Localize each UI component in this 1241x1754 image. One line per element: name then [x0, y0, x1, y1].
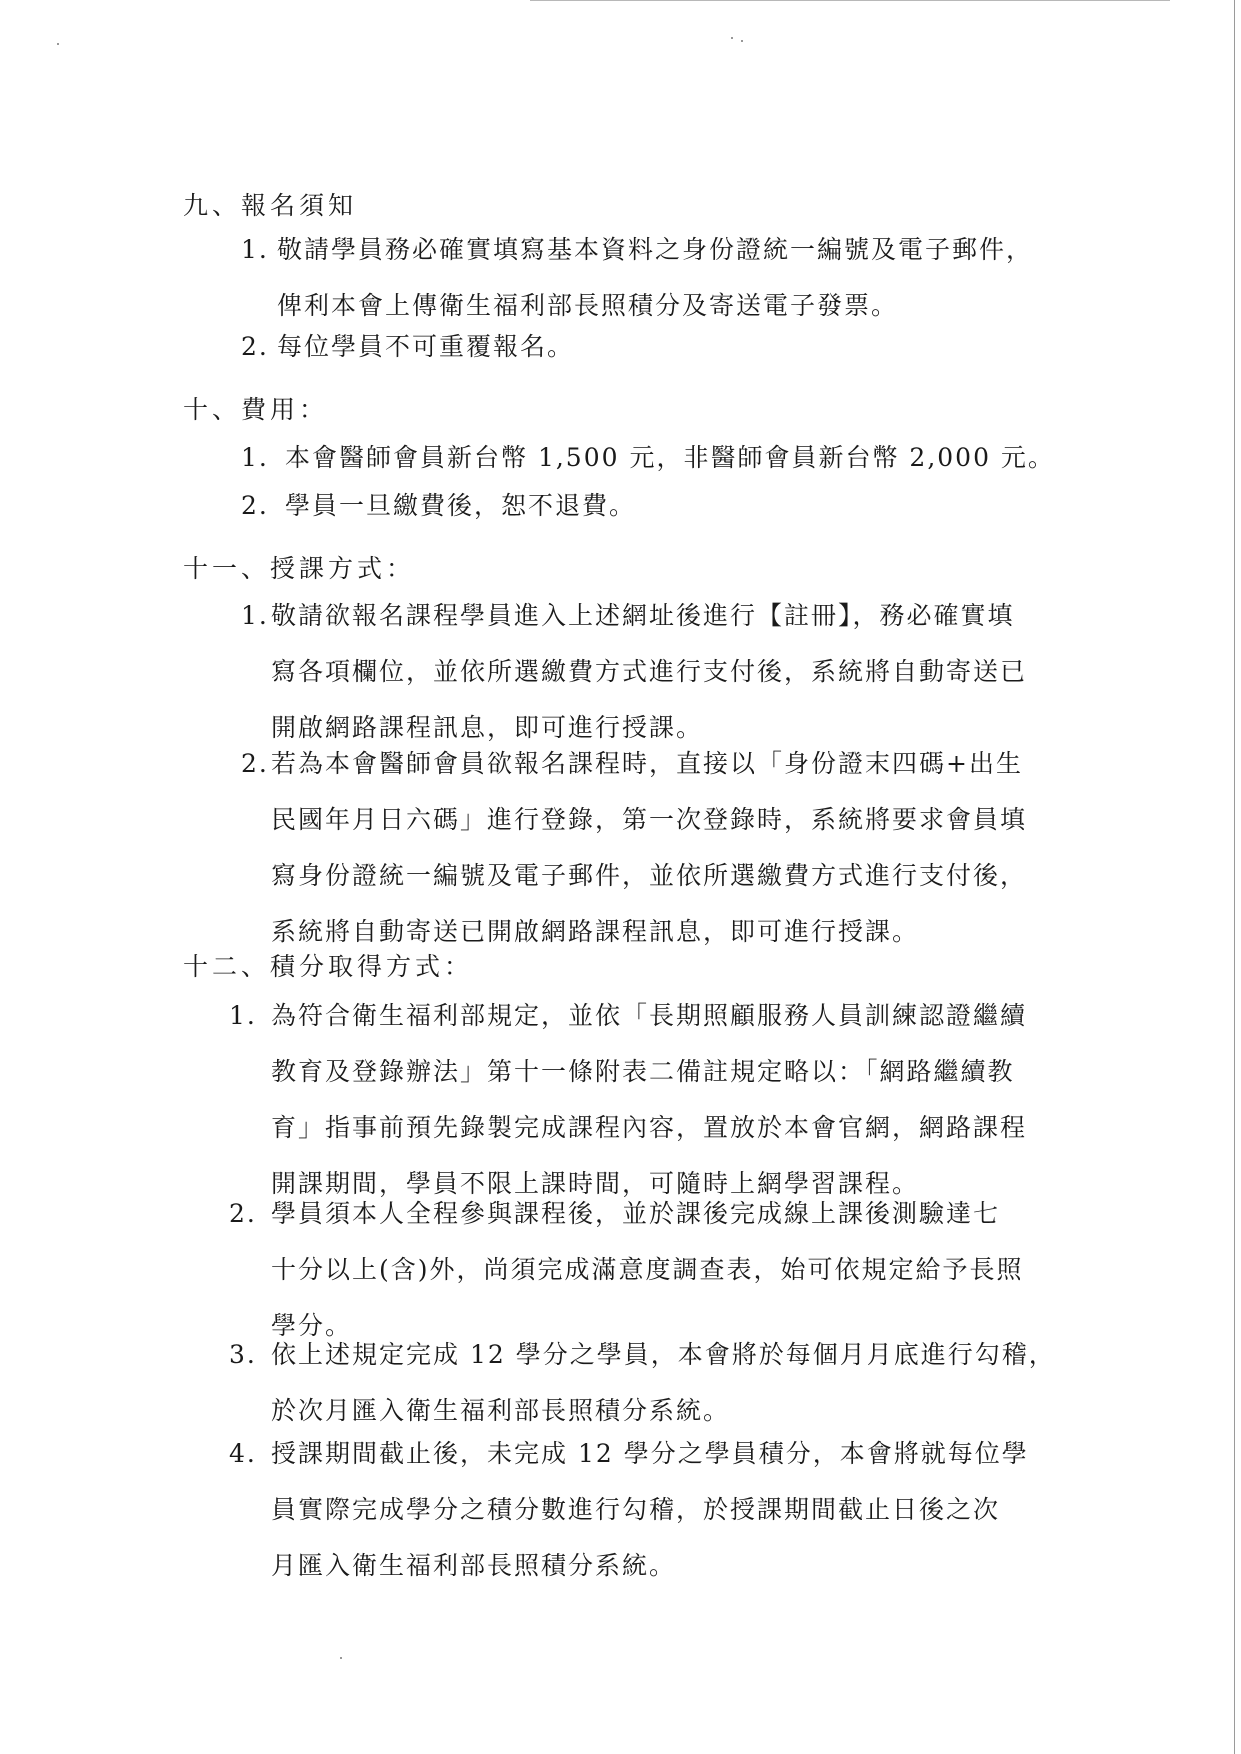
- item-text-line: 敬請學員務必確實填寫基本資料之身份證統一編號及電子郵件，: [277, 235, 1034, 264]
- item-number: 2.: [241, 749, 269, 778]
- item-text-line: 寫身份證統一編號及電子郵件，並依所選繳費方式進行支付後，: [271, 861, 1028, 890]
- item-number: 1.: [241, 601, 269, 630]
- item-text-line: 民國年月日六碼」進行登錄，第一次登錄時，系統將要求會員填: [271, 805, 1028, 834]
- item-number: 3.: [229, 1340, 257, 1369]
- item-text-line: 系統將自動寄送已開啟網路課程訊息，即可進行授課。: [271, 917, 920, 946]
- item-text-line: 育」指事前預先錄製完成課程內容，置放於本會官網，網路課程: [271, 1113, 1028, 1142]
- list-item: [241, 222, 1033, 334]
- item-text-line: 敬請欲報名課程學員進入上述網址後進行【註冊】，務必確實填: [271, 601, 1015, 630]
- section-heading: 十二、積分取得方式：: [183, 952, 474, 981]
- item-number: 4.: [229, 1439, 257, 1468]
- item-text-line: 學員須本人全程參與課程後，並於課後完成線上課後測驗達七: [271, 1199, 1001, 1228]
- item-text-line: 學員一旦繳費後，恕不退費。: [285, 491, 637, 520]
- item-number: 1.: [229, 1001, 257, 1030]
- list-item: [241, 319, 574, 375]
- item-text-line: 開啟網路課程訊息，即可進行授課。: [271, 713, 704, 742]
- scan-edge-line: [1234, 0, 1235, 1754]
- item-text-line: 教育及登錄辦法」第十一條附表二備註規定略以：「網路繼續教: [271, 1057, 1015, 1086]
- item-text-line: 於次月匯入衛生福利部長照積分系統。: [271, 1396, 731, 1425]
- section-heading: 九、報名須知: [183, 191, 358, 220]
- item-number: 2.: [241, 491, 269, 520]
- list-item: [229, 1426, 1029, 1594]
- item-number: 2.: [241, 332, 269, 361]
- list-item: [229, 1327, 1056, 1439]
- list-item: [241, 736, 1027, 960]
- item-text-line: 寫各項欄位，並依所選繳費方式進行支付後，系統將自動寄送已: [271, 657, 1028, 686]
- scan-speck: [340, 1657, 342, 1659]
- item-text-line: 十分以上(含)外，尚須完成滿意度調查表，始可依規定給予長照: [271, 1255, 1024, 1284]
- item-text-line: 學分。: [271, 1311, 353, 1340]
- item-text-line: 若為本會醫師會員欲報名課程時，直接以「身份證末四碼+出生: [271, 749, 1023, 778]
- item-text-line: 月匯入衛生福利部長照積分系統。: [271, 1551, 677, 1580]
- item-number: 2.: [229, 1199, 257, 1228]
- item-text-line: 授課期間截止後，未完成 12 學分之學員積分，本會將就每位學: [271, 1439, 1029, 1468]
- item-text-line: 為符合衛生福利部規定，並依「長期照顧服務人員訓練認證繼續: [271, 1001, 1028, 1030]
- item-text-line: 本會醫師會員新台幣 1,500 元，非醫師會員新台幣 2,000 元。: [285, 443, 1055, 472]
- item-text-line: 依上述規定完成 12 學分之學員，本會將於每個月月底進行勾稽，: [271, 1340, 1056, 1369]
- list-item: [229, 988, 1027, 1212]
- scan-speck: [57, 43, 59, 45]
- item-number: 1.: [241, 235, 269, 264]
- section-heading: 十一、授課方式：: [183, 554, 416, 583]
- list-item: [241, 588, 1027, 756]
- section-heading: 十、費用：: [183, 395, 329, 424]
- scan-speck: [731, 37, 733, 39]
- item-number: 1.: [241, 443, 269, 472]
- item-text-line: 員實際完成學分之積分數進行勾稽，於授課期間截止日後之次: [271, 1495, 1001, 1524]
- item-text-line: 俾利本會上傳衛生福利部長照積分及寄送電子發票。: [277, 291, 899, 320]
- item-text-line: 每位學員不可重覆報名。: [277, 332, 575, 361]
- list-item: [241, 478, 636, 534]
- scan-edge-line-top: [530, 0, 1170, 1]
- scan-speck: [741, 40, 743, 42]
- item-text-line: 開課期間，學員不限上課時間，可隨時上網學習課程。: [271, 1169, 920, 1198]
